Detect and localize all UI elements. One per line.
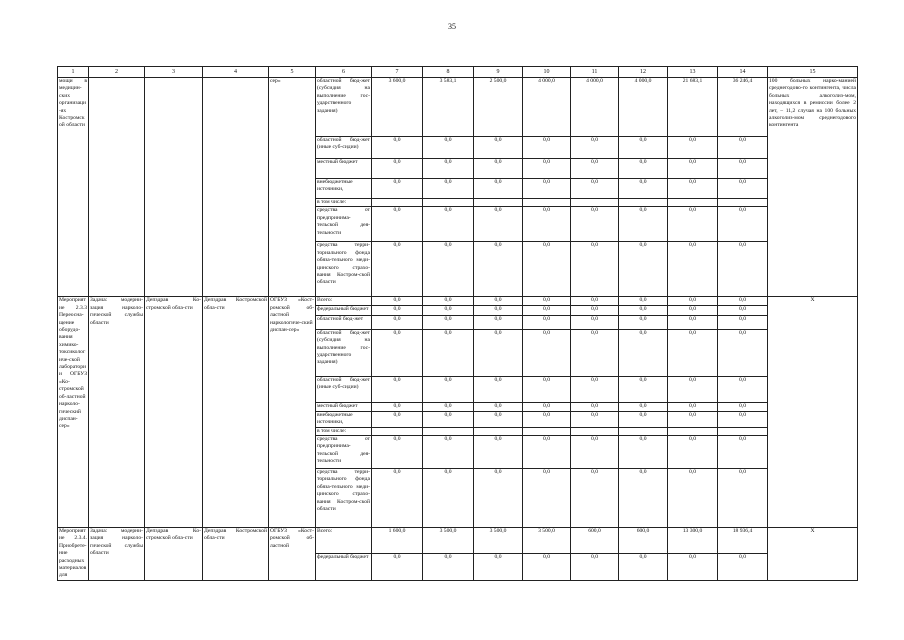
value-cell: 0,0 (718, 411, 768, 427)
column-number: 12 (619, 67, 668, 78)
cell-col-3: Депздрав Ко-стромской обла-сти (145, 297, 203, 528)
funding-source-cell: внебюджетные источники, (316, 411, 372, 427)
value-cell: 18 936,4 (718, 528, 768, 554)
value-cell: 0,0 (718, 179, 768, 199)
funding-source-cell: средства от предпринима-тельской дея-тельности (316, 207, 372, 242)
value-cell (668, 199, 718, 207)
value-cell: 0,0 (571, 469, 619, 528)
value-cell: 13 300,0 (668, 528, 718, 554)
value-cell: 0,0 (474, 242, 523, 297)
funding-source-cell: местный бюджет (316, 402, 372, 411)
value-cell: 0,0 (523, 297, 571, 305)
funding-source-cell: в том числе: (316, 199, 372, 207)
value-cell: 0,0 (372, 411, 423, 427)
value-cell: 0,0 (619, 297, 668, 305)
funding-source-cell: областной бюд-жет (316, 315, 372, 329)
value-cell: 0,0 (668, 376, 718, 402)
funding-source-cell: областной бюд-жет (иные суб-сидии) (316, 137, 372, 159)
column-number: 5 (269, 67, 316, 78)
value-cell: 0,0 (571, 436, 619, 469)
value-cell: 3 500,0 (523, 528, 571, 554)
column-number: 11 (571, 67, 619, 78)
value-cell: 0,0 (668, 297, 718, 305)
value-cell: 0,0 (372, 436, 423, 469)
funding-source-cell: местный бюджет (316, 159, 372, 179)
value-cell: 0,0 (474, 159, 523, 179)
cell-col-4: Депздрав Костромской обла-сти (203, 528, 269, 581)
value-cell: 0,0 (474, 411, 523, 427)
funding-source-cell: внебюджетные источники, (316, 179, 372, 199)
value-cell: 0,0 (668, 469, 718, 528)
value-cell: 0,0 (423, 469, 474, 528)
value-cell: 4 000,0 (523, 78, 571, 137)
funding-source-cell: Всего: (316, 528, 372, 554)
value-cell: 0,0 (619, 159, 668, 179)
value-cell: 0,0 (523, 137, 571, 159)
value-cell: 0,0 (718, 305, 768, 315)
value-cell: 0,0 (372, 554, 423, 580)
cell-col-1: мощи в медицин-ских организаци-ях Костромской области (58, 78, 89, 297)
value-cell (523, 427, 571, 435)
value-cell: 0,0 (571, 402, 619, 411)
value-cell: 0,0 (372, 242, 423, 297)
column-number-row (58, 67, 858, 78)
column-number: 8 (423, 67, 474, 78)
value-cell: 0,0 (571, 207, 619, 242)
value-cell: 0,0 (474, 179, 523, 199)
value-cell: 0,0 (571, 159, 619, 179)
value-cell: 0,0 (619, 137, 668, 159)
value-cell: 0,0 (423, 179, 474, 199)
value-cell: 0,0 (523, 305, 571, 315)
value-cell: 0,0 (571, 305, 619, 315)
value-cell: 0,0 (668, 159, 718, 179)
value-cell: 0,0 (619, 305, 668, 315)
value-cell (423, 427, 474, 435)
value-cell: 0,0 (619, 402, 668, 411)
value-cell: 0,0 (474, 554, 523, 580)
funding-source-cell: в том числе: (316, 427, 372, 435)
value-cell: 0,0 (523, 329, 571, 376)
cell-col-2: Задача: модерни-зация нарколо-гической службы области (89, 528, 145, 581)
value-cell: 0,0 (423, 329, 474, 376)
funding-source-cell: средства от предпринима-тельской дея-тельности (316, 436, 372, 469)
value-cell: 21 683,1 (668, 78, 718, 137)
value-cell: 0,0 (619, 242, 668, 297)
value-cell: 0,0 (372, 376, 423, 402)
cell-col-5: ОГБУЗ «Кост-ромской об-ластной (269, 528, 316, 581)
cell-col-1: Мероприятие 2.3.4. Приобрете-ние расходных материалов для (59, 528, 87, 579)
value-cell: 0,0 (372, 315, 423, 329)
column-number: 6 (316, 67, 372, 78)
result-cell: 100 больных нарко-манией среднегодово-го контингента, числа больных алкоголиз-мом, находящихся в ремиссии более 2 лет, – 11,2 случая на 100 больных алкоголиз-мом среднегодового контингента (768, 78, 858, 297)
result-cell: X (768, 528, 858, 581)
value-cell: 0,0 (619, 315, 668, 329)
value-cell (718, 427, 768, 435)
page-number: 35 (448, 22, 456, 31)
value-cell (372, 199, 423, 207)
value-cell: 0,0 (718, 554, 768, 580)
funding-source-cell: федеральный бюджет (316, 305, 372, 315)
value-cell (372, 427, 423, 435)
value-cell: 0,0 (668, 436, 718, 469)
value-cell: 0,0 (474, 402, 523, 411)
value-cell: 0,0 (619, 179, 668, 199)
cell-col-2: Задача: модерни-зация нарколо-гической службы области (89, 297, 145, 528)
funding-source-cell: областной бюд-жет (субсидия на выполнение гос-ударственного задания) (316, 78, 372, 137)
cell-col-2 (89, 78, 145, 297)
value-cell: 0,0 (423, 411, 474, 427)
value-cell: 0,0 (523, 411, 571, 427)
value-cell (474, 199, 523, 207)
value-cell: 0,0 (523, 469, 571, 528)
value-cell: 0,0 (523, 554, 571, 580)
value-cell: 0,0 (619, 554, 668, 580)
funding-source-cell: федеральный бюджет (316, 554, 372, 580)
cell-col-5: сер» (269, 78, 316, 297)
value-cell: 0,0 (372, 137, 423, 159)
value-cell: 0,0 (619, 207, 668, 242)
value-cell: 4 000,0 (571, 78, 619, 137)
value-cell: 0,0 (474, 376, 523, 402)
column-number: 3 (145, 67, 203, 78)
cell-col-4 (203, 78, 269, 297)
value-cell: 0,0 (372, 329, 423, 376)
value-cell: 0,0 (718, 402, 768, 411)
value-cell: 0,0 (474, 436, 523, 469)
value-cell: 2 500,0 (474, 78, 523, 137)
value-cell: 0,0 (423, 297, 474, 305)
value-cell: 0,0 (423, 305, 474, 315)
funding-source-cell: областной бюд-жет (иные суб-сидии) (316, 376, 372, 402)
result-cell: X (768, 297, 858, 528)
value-cell: 0,0 (571, 297, 619, 305)
value-cell: 0,0 (718, 469, 768, 528)
value-cell: 0,0 (571, 411, 619, 427)
value-cell: 0,0 (523, 207, 571, 242)
column-number: 10 (523, 67, 571, 78)
value-cell: 0,0 (372, 305, 423, 315)
value-cell: 0,0 (718, 207, 768, 242)
value-cell: 0,0 (523, 376, 571, 402)
value-cell: 0,0 (668, 242, 718, 297)
value-cell: 0,0 (474, 207, 523, 242)
value-cell: 0,0 (668, 411, 718, 427)
value-cell: 0,0 (474, 137, 523, 159)
value-cell: 0,0 (668, 402, 718, 411)
column-number: 9 (474, 67, 523, 78)
value-cell: 3 500,0 (474, 528, 523, 554)
value-cell: 0,0 (668, 554, 718, 580)
value-cell: 0,0 (718, 329, 768, 376)
value-cell: 0,0 (474, 315, 523, 329)
value-cell: 3 500,0 (423, 528, 474, 554)
value-cell: 0,0 (718, 436, 768, 469)
value-cell: 0,0 (372, 469, 423, 528)
column-number: 1 (58, 67, 89, 78)
value-cell: 0,0 (619, 411, 668, 427)
value-cell: 0,0 (423, 207, 474, 242)
column-number: 7 (372, 67, 423, 78)
column-number: 14 (718, 67, 768, 78)
value-cell: 0,0 (718, 242, 768, 297)
value-cell: 0,0 (571, 554, 619, 580)
value-cell: 0,0 (423, 436, 474, 469)
value-cell: 0,0 (571, 315, 619, 329)
value-cell (619, 199, 668, 207)
value-cell: 0,0 (718, 297, 768, 305)
value-cell: 0,0 (571, 137, 619, 159)
value-cell: 600,0 (619, 528, 668, 554)
value-cell: 3 600,0 (372, 78, 423, 137)
value-cell: 0,0 (372, 179, 423, 199)
value-cell (718, 199, 768, 207)
value-cell: 0,0 (668, 207, 718, 242)
table-row (58, 297, 858, 305)
value-cell: 0,0 (423, 554, 474, 580)
value-cell: 0,0 (523, 436, 571, 469)
value-cell: 0,0 (571, 242, 619, 297)
value-cell: 0,0 (523, 159, 571, 179)
value-cell (571, 199, 619, 207)
value-cell: 0,0 (423, 137, 474, 159)
value-cell: 0,0 (718, 159, 768, 179)
value-cell: 1 600,0 (372, 528, 423, 554)
value-cell: 0,0 (619, 436, 668, 469)
value-cell (474, 427, 523, 435)
value-cell: 0,0 (474, 297, 523, 305)
value-cell: 0,0 (718, 376, 768, 402)
value-cell: 0,0 (668, 315, 718, 329)
column-number: 4 (203, 67, 269, 78)
value-cell: 0,0 (423, 315, 474, 329)
funding-source-cell: средства терри-ториального фонда обяза-тельного меди-цинского страхо-вания Костром-ской области (316, 242, 372, 297)
value-cell: 0,0 (571, 179, 619, 199)
funding-source-cell: Всего: (316, 297, 372, 305)
value-cell: 0,0 (474, 329, 523, 376)
column-number: 2 (89, 67, 145, 78)
value-cell: 0,0 (372, 297, 423, 305)
funding-source-cell: областной бюд-жет (субсидия на выполнение гос-ударственного задания) (316, 329, 372, 376)
value-cell: 0,0 (372, 207, 423, 242)
value-cell: 0,0 (718, 137, 768, 159)
value-cell: 0,0 (372, 159, 423, 179)
value-cell: 3 583,1 (423, 78, 474, 137)
value-cell: 0,0 (668, 137, 718, 159)
value-cell: 0,0 (423, 242, 474, 297)
value-cell: 0,0 (474, 305, 523, 315)
value-cell: 0,0 (423, 376, 474, 402)
value-cell: 36 246,4 (718, 78, 768, 137)
value-cell (423, 199, 474, 207)
value-cell: 0,0 (718, 315, 768, 329)
value-cell: 0,0 (571, 376, 619, 402)
value-cell (668, 427, 718, 435)
value-cell: 0,0 (523, 179, 571, 199)
table-row (58, 528, 858, 554)
value-cell: 0,0 (668, 305, 718, 315)
value-cell: 0,0 (523, 315, 571, 329)
value-cell (619, 427, 668, 435)
value-cell: 0,0 (523, 242, 571, 297)
budget-table (57, 66, 858, 581)
value-cell: 0,0 (423, 402, 474, 411)
cell-col-4: Депздрав Костромской обла-сти (203, 297, 269, 528)
value-cell: 0,0 (668, 329, 718, 376)
value-cell: 0,0 (668, 179, 718, 199)
value-cell: 0,0 (423, 159, 474, 179)
value-cell: 0,0 (474, 469, 523, 528)
column-number: 15 (768, 67, 858, 78)
value-cell: 0,0 (619, 329, 668, 376)
cell-col-1: Мероприятие 2.3.3 Переосна-щение оборудо-вания химико-токсикологиче-ской лаборатории ОГБУЗ «Ко-стромской об-ластной нарколо-гический диспан-сер» (58, 297, 89, 528)
value-cell: 0,0 (372, 402, 423, 411)
value-cell: 4 000,0 (619, 78, 668, 137)
funding-source-cell: средства терри-ториального фонда обяза-тельного меди-цинского страхо-вания Костром-ской области (316, 469, 372, 528)
value-cell: 0,0 (571, 329, 619, 376)
value-cell: 0,0 (523, 402, 571, 411)
table-row (58, 78, 858, 137)
value-cell: 600,0 (571, 528, 619, 554)
cell-col-3: Депздрав Ко-стромской обла-сти (145, 528, 203, 581)
value-cell: 0,0 (619, 469, 668, 528)
value-cell: 0,0 (619, 376, 668, 402)
cell-col-5: ОГБУЗ «Кост-ромской об-ластной наркологиче-ский диспан-сер» (269, 297, 316, 528)
column-number: 13 (668, 67, 718, 78)
value-cell (571, 427, 619, 435)
value-cell (523, 199, 571, 207)
cell-col-3 (145, 78, 203, 297)
